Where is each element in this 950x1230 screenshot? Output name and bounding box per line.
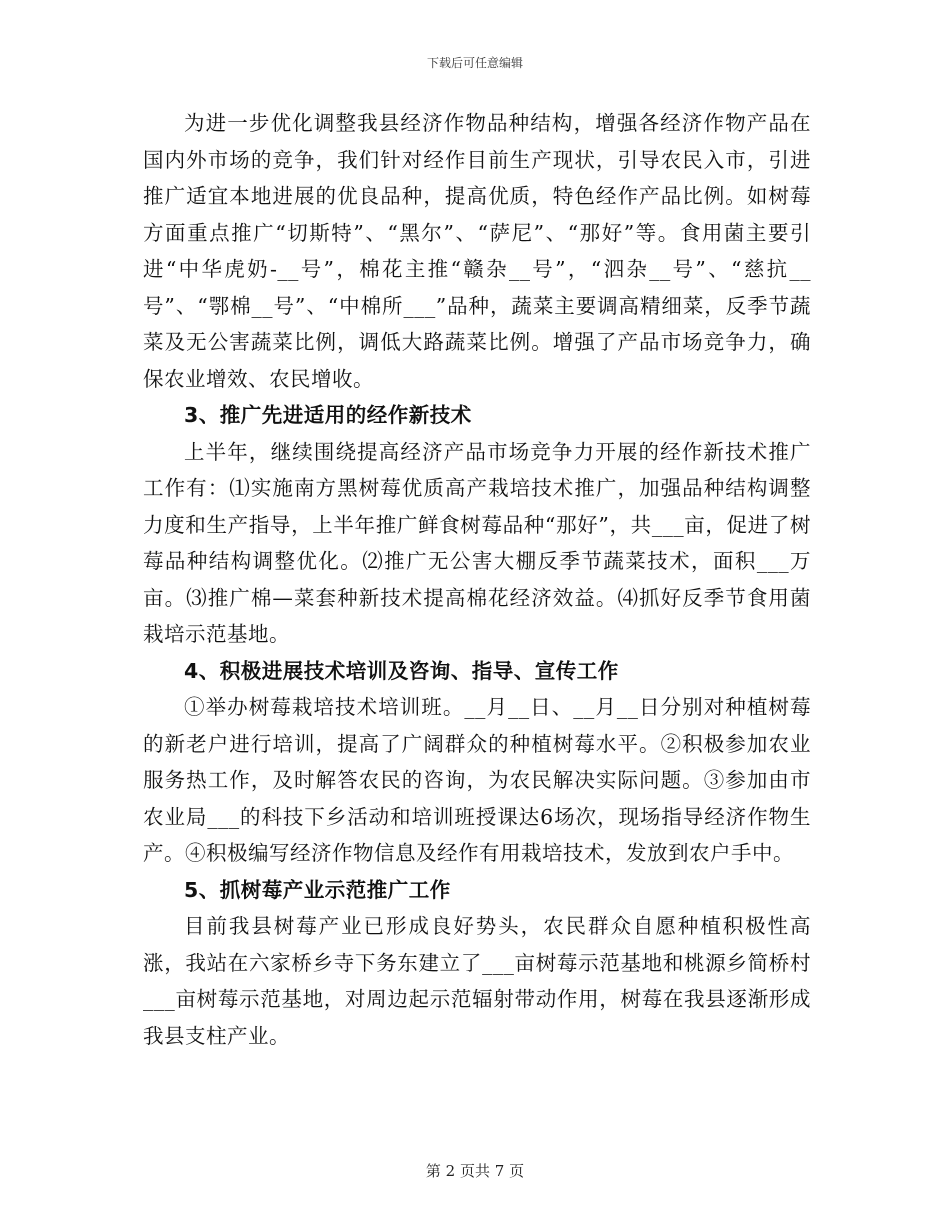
paragraph-raspberry-demo: 目前我县树莓产业已形成良好势头，农民群众自愿种植积极性高涨，我站在六家桥乡寺下务东建立了___亩树莓示范基地和桃源乡简桥村___亩树莓示范基地，对周边起示范辐射带动作用，树莓在我县逐渐形成我县支柱产业。	[143, 914, 811, 1048]
paragraph-new-techniques: 上半年，继续围绕提高经济产品市场竞争力开展的经作新技术推广工作有：⑴实施南方黑树莓优质高产栽培技术推广，加强品种结构调整力度和生产指导，上半年推广鲜食树莓品种“那好”，共___亩，促进了树莓品种结构调整优化。⑵推广无公害大棚反季节蔬菜技术，面积___万亩。⑶推广棉—菜套种新技术提高棉花经济效益。⑷抓好反季节食用菌栽培示范基地。	[143, 439, 811, 646]
section-heading-3: 3、推广先进适用的经作新技术	[184, 403, 472, 427]
document-body	[143, 105, 811, 1054]
paragraph-training: ①举办树莓栽培技术培训班。__月__日、__月__日分别对种植树莓的新老户进行培训，提高了广阔群众的种植树莓水平。②积极参加农业服务热工作，及时解答农民的咨询，为农民解决实际问题。③参加由市农业局___的科技下乡活动和培训班授课达6场次，现场指导经济作物生产。④积极编写经济作物信息及经作有用栽培技术，发放到农户手中。	[143, 695, 811, 865]
section-heading-5: 5、抓树莓产业示范推广工作	[184, 877, 451, 902]
paragraph-variety-structure: 为进一步优化调整我县经济作物品种结构，增强各经济作物产品在国内外市场的竞争，我们针对经作目前生产现状，引导农民入市，引进推广适宜本地进展的优良品种，提高优质，特色经作产品比例。如树莓方面重点推广“切斯特”、“黑尔”、“萨尼”、“那好”等。食用菌主要引进“中华虎奶-__号”，棉花主推“赣杂__号”，“泗杂__号”、“慈抗__号”、“鄂棉__号”、“中棉所___”品种，蔬菜主要调高精细菜，反季节蔬菜及无公害蔬菜比例，调低大路蔬菜比例。增强了产品市场竞争力，确保农业增效、农民增收。	[143, 111, 811, 391]
section-heading-4: 4、积极进展技术培训及咨询、指导、宣传工作	[184, 658, 619, 683]
header-note: 下载后可任意编辑	[426, 56, 523, 70]
page-number: 第 2 页共 7 页	[425, 1162, 525, 1180]
